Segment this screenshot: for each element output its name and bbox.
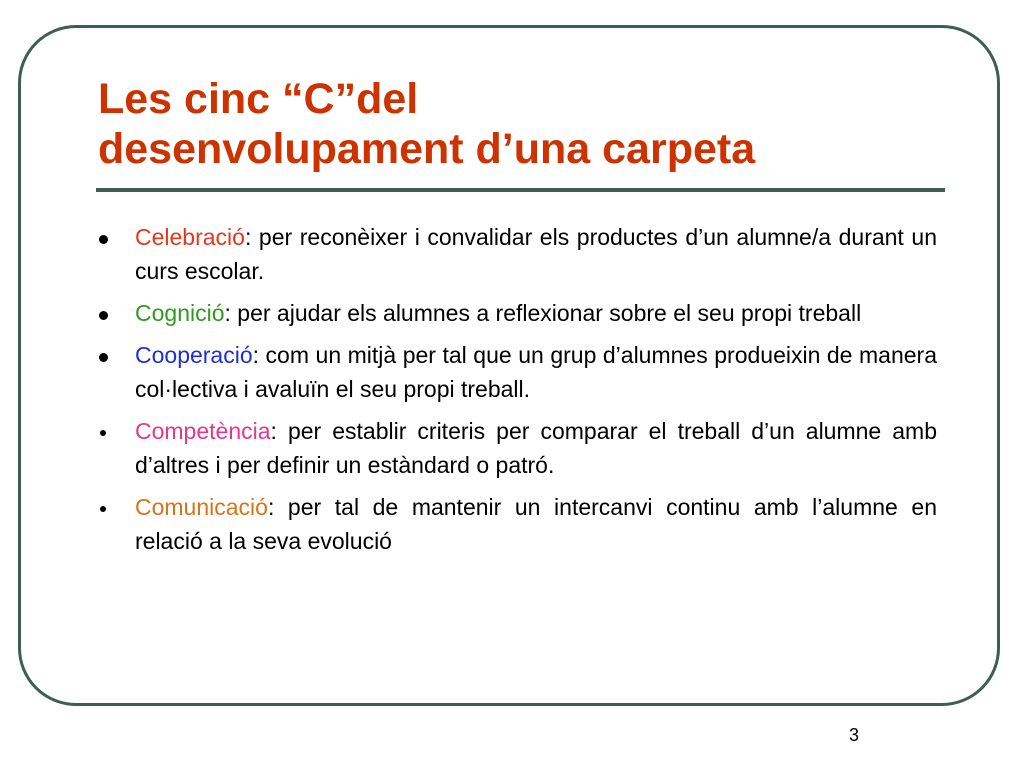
bullet-term: Cooperació bbox=[135, 342, 253, 368]
bullet-dot-icon bbox=[100, 506, 106, 512]
slide-title bbox=[98, 74, 938, 174]
bullet-item-cognicio bbox=[135, 296, 937, 330]
bullet-term: Cognició bbox=[135, 300, 225, 326]
bullet-dot-icon bbox=[100, 430, 106, 436]
bullet-dot-icon bbox=[99, 311, 108, 320]
title-underline bbox=[96, 188, 945, 192]
bullet-item-cooperacio bbox=[135, 338, 937, 406]
bullet-item-comunicacio bbox=[135, 490, 937, 558]
bullet-text: : per reconèixer i convalidar els productes d’un alumne/a durant un curs escolar. bbox=[135, 224, 937, 284]
bullet-text: : per establir criteris per comparar el treball d’un alumne amb d’altres i per definir un estàndard o patró. bbox=[135, 418, 937, 478]
bullet-term: Comunicació bbox=[135, 494, 268, 520]
bullet-dot-icon bbox=[99, 235, 108, 244]
bullet-item-celebracio bbox=[135, 220, 937, 288]
title-line-2: desenvolupament d’una carpeta bbox=[98, 125, 756, 173]
bullet-list bbox=[135, 220, 937, 566]
title-line-1: Les cinc “C”del bbox=[98, 75, 419, 123]
bullet-item-competencia bbox=[135, 414, 937, 482]
page-number: 3 bbox=[849, 725, 860, 745]
bullet-text: : com un mitjà per tal que un grup d’alumnes produeixin de manera col·lectiva i avaluïn el seu propi treball. bbox=[135, 342, 937, 402]
bullet-dot-icon bbox=[99, 353, 108, 362]
bullet-term: Competència bbox=[135, 418, 271, 444]
bullet-text: : per tal de mantenir un intercanvi continu amb l’alumne en relació a la seva evolució bbox=[135, 494, 937, 554]
bullet-text: : per ajudar els alumnes a reflexionar sobre el seu propi treball bbox=[224, 300, 862, 326]
bullet-term: Celebració bbox=[135, 224, 245, 250]
